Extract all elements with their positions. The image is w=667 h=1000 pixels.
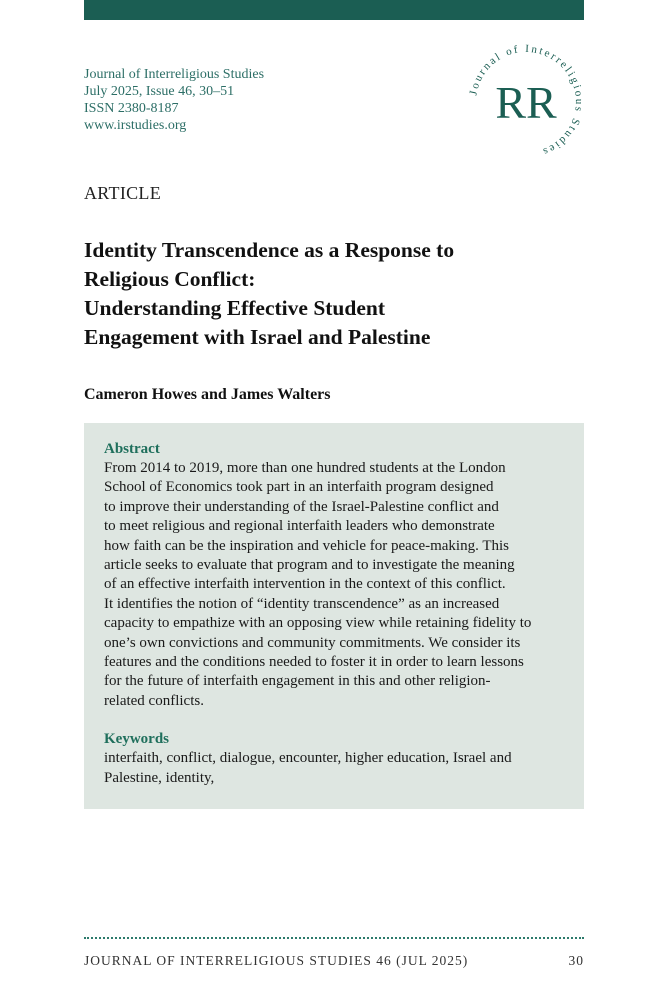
- abstract-line: how faith can be the inspiration and vehicle for peace-making. This: [104, 537, 509, 554]
- abstract-line: for the future of interfaith engagement in this and other religion-: [104, 673, 491, 690]
- keywords-line: interfaith, conflict, dialogue, encounter, higher education, Israel and: [104, 750, 512, 767]
- abstract-line: School of Economics took part in an interfaith program designed: [104, 479, 494, 496]
- journal-website[interactable]: www.irstudies.org: [84, 118, 187, 133]
- keywords-text: [104, 749, 564, 788]
- page-number: 30: [568, 953, 584, 968]
- keywords-heading: Keywords: [104, 731, 169, 748]
- journal-seal-icon: [464, 40, 588, 164]
- footer-divider: [84, 937, 584, 939]
- journal-issue: July 2025, Issue 46, 30–51: [84, 84, 235, 99]
- top-color-bar: [84, 0, 584, 20]
- abstract-line: one’s own convictions and community commitments. We consider its: [104, 634, 521, 651]
- page-footer: [84, 953, 584, 969]
- abstract-line: It identifies the notion of “identity transcendence” as an increased: [104, 595, 500, 612]
- abstract-line: From 2014 to 2019, more than one hundred students at the London: [104, 460, 506, 476]
- journal-name: Journal of Interreligious Studies: [84, 67, 265, 82]
- abstract-line: article seeks to evaluate that program and to investigate the meaning: [104, 557, 515, 574]
- journal-info: [84, 66, 264, 134]
- title-line: Religious Conflict:: [84, 267, 256, 291]
- abstract-line: to improve their understanding of the Israel-Palestine conflict and: [104, 498, 499, 515]
- article-title: [84, 236, 584, 352]
- abstract-line: features and the conditions needed to foster it in order to learn lessons: [104, 654, 524, 671]
- abstract-text: [104, 459, 564, 711]
- abstract-line: related conflicts.: [104, 692, 204, 709]
- title-line: Identity Transcendence as a Response to: [84, 238, 455, 262]
- abstract-heading: Abstract: [104, 441, 160, 457]
- abstract-line: capacity to empathize with an opposing view while retaining fidelity to: [104, 615, 532, 632]
- logo-monogram: RR: [495, 77, 557, 128]
- journal-logo: [464, 40, 588, 164]
- abstract-line: of an effective interfaith intervention in the context of this conflict.: [104, 576, 506, 593]
- abstract-line: to meet religious and regional interfaith leaders who demonstrate: [104, 518, 495, 535]
- abstract-box: [84, 423, 584, 809]
- section-label: ARTICLE: [84, 183, 162, 203]
- title-line: Engagement with Israel and Palestine: [84, 325, 431, 349]
- running-head: JOURNAL OF INTERRELIGIOUS STUDIES 46 (JUL 2025): [84, 953, 469, 968]
- keywords-line: Palestine, identity,: [104, 769, 215, 786]
- journal-issn: ISSN 2380-8187: [84, 101, 179, 116]
- title-line: Understanding Effective Student: [84, 296, 386, 320]
- logo-ring-text: Journal of Interreligious Studies: [467, 42, 586, 159]
- article-authors: Cameron Howes and James Walters: [84, 386, 331, 403]
